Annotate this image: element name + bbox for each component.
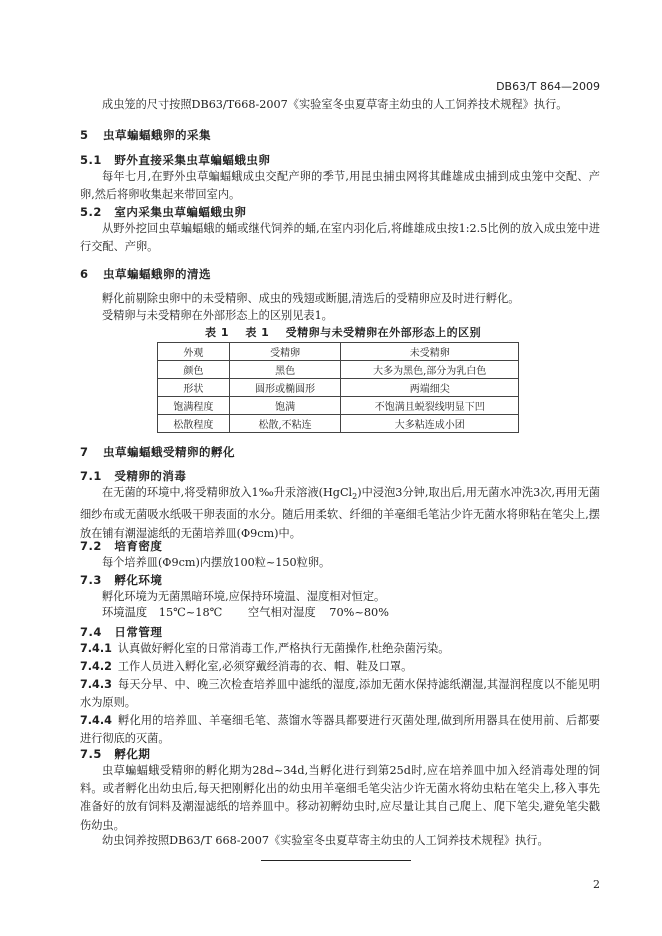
temp-value: 15℃~18℃ bbox=[158, 606, 223, 619]
paragraph-5-2: 从野外挖回虫草蝙蝠蛾的蛹或继代饲养的蛹,在室内羽化后,将雌雄成虫按1:2.5比例的放入成虫笼中进行交配、产卵。 bbox=[80, 222, 600, 254]
section-7-1-heading bbox=[80, 468, 186, 484]
section-6-heading bbox=[80, 266, 211, 282]
table-cell: 黑色 bbox=[229, 361, 341, 379]
table-header-cell: 未受精卵 bbox=[341, 343, 519, 361]
table-cell: 不饱满且蜕裂线明显下凹 bbox=[341, 397, 519, 415]
table-cell: 形状 bbox=[158, 379, 230, 397]
item-text: 孵化用的培养皿、羊毫细毛笔、蒸馏水等器具都要进行灭菌处理,做到所用器具在使用前、后都要进行彻底的灭菌。 bbox=[80, 714, 600, 746]
section-number: 6 bbox=[80, 267, 89, 281]
item-7-4-3 bbox=[80, 676, 600, 712]
paragraph-7-5b: 幼虫饲养按照DB63/T 668-2007《实验室冬虫夏草寄主幼虫的人工饲养技术规程》执行。 bbox=[102, 834, 549, 847]
item-text: 工作人员进入孵化室,必须穿戴经消毒的衣、帽、鞋及口罩。 bbox=[117, 660, 413, 673]
table-cell: 松散程度 bbox=[158, 415, 230, 433]
section-7-5-heading bbox=[80, 746, 150, 762]
morphology-table bbox=[157, 342, 519, 433]
item-text: 每天分早、中、晚三次检查培养皿中滤纸的湿度,添加无菌水保持滤纸潮湿,其湿润程度以不能见明水为原则。 bbox=[80, 678, 600, 710]
table-number: 表 1 bbox=[205, 326, 229, 339]
section-5-heading bbox=[80, 127, 211, 143]
table-header-row bbox=[158, 343, 519, 361]
item-number: 7.4.3 bbox=[80, 678, 112, 691]
section-title: 孵化环境 bbox=[114, 573, 163, 587]
item-7-4-4 bbox=[80, 712, 600, 748]
table-cell: 松散,不粘连 bbox=[229, 415, 341, 433]
paragraph-7-3: 孵化环境为无菌黑暗环境,应保持环境温、湿度相对恒定。 bbox=[102, 590, 386, 603]
section-number: 7.2 bbox=[80, 539, 102, 553]
paragraph-intro: 成虫笼的尺寸按照DB63/T668-2007《实验室冬虫夏草寄主幼虫的人工饲养技术规程》执行。 bbox=[102, 98, 568, 111]
item-number: 7.4.4 bbox=[80, 714, 112, 727]
section-number: 5.2 bbox=[80, 205, 102, 219]
item-text: 认真做好孵化室的日常消毒工作,严格执行无菌操作,杜绝杂菌污染。 bbox=[117, 642, 450, 655]
end-rule bbox=[261, 860, 411, 861]
disinfection-text-b: )中浸泡3分钟,取出后,用无菌水冲洗3次,再用无菌细纱布或无菌吸水纸吸干卵表面的水分。随后用柔软、纤细的羊毫细毛笔沾少许无菌水将卵粘在笔尖上,摆放在铺有潮湿滤纸的无菌培养皿(Φ9cm)中。 bbox=[80, 486, 600, 540]
disinfection-text-a: 在无菌的环境中,将受精卵放入1‰升汞溶液(HgCl bbox=[102, 486, 353, 499]
humidity-value: 70%~80% bbox=[329, 606, 389, 619]
table-row bbox=[158, 379, 519, 397]
paragraph-7-1 bbox=[80, 484, 600, 543]
section-5-1-heading bbox=[80, 152, 270, 168]
table-cell: 两端细尖 bbox=[341, 379, 519, 397]
item-number: 7.4.1 bbox=[80, 642, 112, 655]
section-title: 孵化期 bbox=[114, 747, 151, 761]
section-number: 5.1 bbox=[80, 153, 102, 167]
section-title: 受精卵的消毒 bbox=[114, 469, 187, 483]
section-title: 虫草蝙蝠蛾卵的采集 bbox=[103, 128, 212, 142]
paragraph-6a: 孵化前剔除虫卵中的未受精卵、成虫的残翅或断腿,清选后的受精卵应及时进行孵化。 bbox=[102, 292, 520, 305]
section-number: 5 bbox=[80, 128, 89, 142]
table-title: 受精卵与未受精卵在外部形态上的区别 bbox=[285, 326, 482, 339]
item-7-4-2 bbox=[80, 658, 600, 676]
paragraph-7-2: 每个培养皿(Φ9cm)内摆放100粒~150粒卵。 bbox=[102, 556, 331, 569]
table-row bbox=[158, 397, 519, 415]
table-cell: 大多为黑色,部分为乳白色 bbox=[341, 361, 519, 379]
table-cell: 大多粘连成小团 bbox=[341, 415, 519, 433]
table-cell: 颜色 bbox=[158, 361, 230, 379]
humidity-label: 空气相对湿度 bbox=[247, 606, 316, 619]
table-header-cell: 受精卵 bbox=[229, 343, 341, 361]
document-code: DB63/T 864—2009 bbox=[496, 80, 600, 93]
table-header-cell: 外观 bbox=[158, 343, 230, 361]
paragraph-5-1: 每年七月,在野外虫草蝙蝠蛾成虫交配产卵的季节,用昆虫捕虫网将其雌雄成虫捕到成虫笼中交配、产卵,然后将卵收集起来带回室内。 bbox=[80, 170, 600, 202]
table-row bbox=[158, 415, 519, 433]
section-title: 野外直接采集虫草蝙蝠蛾虫卵 bbox=[114, 153, 271, 167]
section-7-2-heading bbox=[80, 538, 162, 554]
formula-subscript: 2 bbox=[352, 492, 358, 502]
table-cell: 饱满 bbox=[229, 397, 341, 415]
section-7-4-heading bbox=[80, 624, 162, 640]
section-title: 虫草蝙蝠蛾卵的清选 bbox=[103, 267, 212, 281]
section-number: 7.1 bbox=[80, 469, 102, 483]
section-number: 7.5 bbox=[80, 747, 102, 761]
section-5-2-heading bbox=[80, 204, 246, 220]
section-title: 室内采集虫草蝙蝠蛾虫卵 bbox=[114, 205, 247, 219]
temp-label: 环境温度 bbox=[102, 606, 148, 619]
paragraph-6b: 受精卵与未受精卵在外部形态上的区别见表1。 bbox=[102, 309, 333, 322]
section-7-3-heading bbox=[80, 572, 162, 588]
section-number: 7 bbox=[80, 445, 89, 459]
section-number: 7.4 bbox=[80, 625, 102, 639]
section-title: 虫草蝙蝠蛾受精卵的孵化 bbox=[103, 445, 236, 459]
section-title: 培育密度 bbox=[114, 539, 163, 553]
section-number: 7.3 bbox=[80, 573, 102, 587]
table-row bbox=[158, 361, 519, 379]
table-cell: 圆形或椭圆形 bbox=[229, 379, 341, 397]
item-7-4-1 bbox=[80, 640, 600, 658]
table-caption bbox=[205, 324, 481, 340]
table-cell: 饱满程度 bbox=[158, 397, 230, 415]
item-number: 7.4.2 bbox=[80, 660, 112, 673]
table-number-repeat: 表 1 bbox=[245, 326, 270, 339]
environment-line bbox=[102, 604, 389, 622]
page-number: 2 bbox=[593, 878, 600, 891]
section-title: 日常管理 bbox=[114, 625, 163, 639]
paragraph-7-5: 虫草蝙蝠蛾受精卵的孵化期为28d~34d,当孵化进行到第25d时,应在培养皿中加入经消毒处理的饲料。或者孵化出幼虫后,每天把刚孵化出的幼虫用羊毫细毛笔尖沾少许无菌水将幼虫粘在笔尖上,移入事先准备好的放有饲料及潮湿滤纸的培养皿中。移动初孵幼虫时,应尽量让其自己爬上、爬下笔尖,避免笔尖戳伤幼虫。 bbox=[80, 764, 600, 832]
section-7-heading bbox=[80, 444, 235, 460]
